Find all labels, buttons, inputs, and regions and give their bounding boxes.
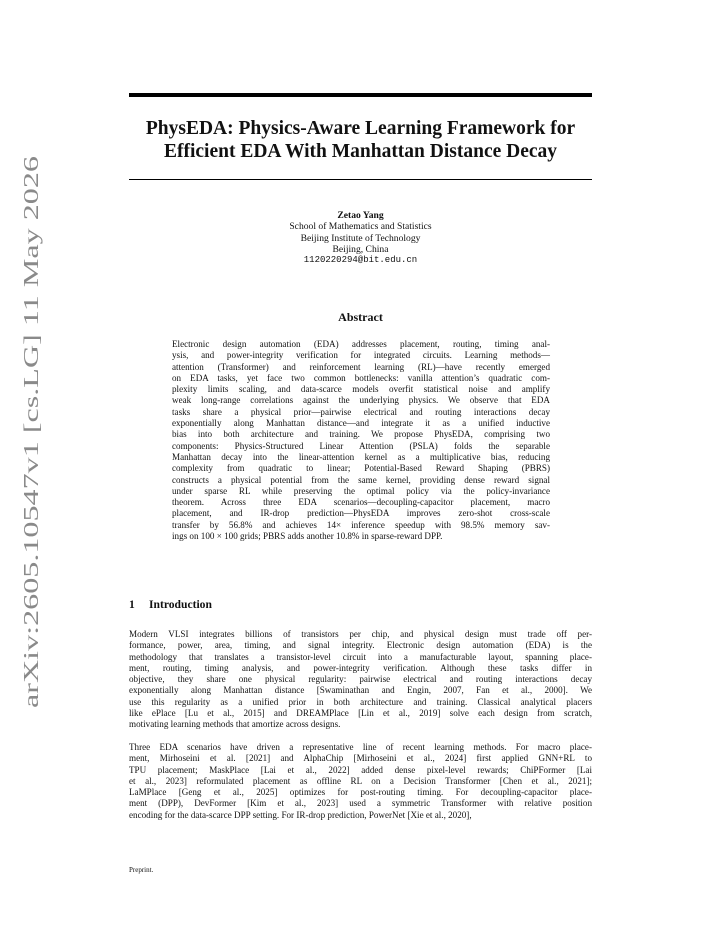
- text-line: ysis, and power-integrity verification for integrated circuits. Learning methods—: [172, 350, 550, 361]
- text-line: transfer by 56.8% and achieves 14× inference speedup with 98.5% memory sav-: [172, 519, 550, 530]
- text-line: components: Physics-Structured Linear Attention (PSLA) folds the separable: [172, 440, 550, 451]
- text-line: complexity from quadratic to linear; Potential-Based Reward Shaping (PBRS): [172, 463, 550, 474]
- section-heading: [129, 598, 212, 611]
- section-number: 1: [129, 598, 135, 611]
- title-line: Efficient EDA With Manhattan Distance Decay: [163, 141, 558, 162]
- arxiv-identifier-stamp: [8, 150, 48, 710]
- text-line: methodology that translates a transistor-level circuit into a manufacturable layout, spanning place-: [129, 651, 592, 662]
- text-line: motivating learning methods that amortize across designs.: [129, 719, 341, 730]
- abstract-heading: Abstract: [338, 310, 383, 324]
- author-affiliation-line: Beijing Institute of Technology: [300, 232, 421, 244]
- preprint-footer: Preprint.: [129, 866, 154, 874]
- introduction-paragraph: [129, 629, 592, 731]
- arxiv-identifier-text: arXiv:2605.10547v1 [cs.LG] 11 May 2026: [19, 338, 43, 708]
- text-line: on EDA tasks, yet face two common bottlenecks: vanilla attention’s quadratic com-: [172, 372, 550, 383]
- author-email: 1120220294@bit.edu.cn: [303, 255, 418, 266]
- text-line: tasks share a physical prior—pairwise electrical and routing interactions decay: [172, 406, 550, 417]
- text-line: ment, Mirhoseini et al. [2021] and AlphaChip [Mirhoseini et al., 2024] first applied GNN+RL to: [129, 753, 592, 764]
- text-line: placement, and IR-drop prediction—PhysEDA improves zero-shot cross-scale: [172, 508, 550, 519]
- text-line: use this regularity as a unified prior in both architecture and training. Classical analytical placers: [129, 696, 592, 707]
- author-name: Zetao Yang: [337, 210, 384, 221]
- text-line: Electronic design automation (EDA) addresses placement, routing, timing anal-: [172, 339, 550, 349]
- text-line: exponentially along Manhattan distance—and integrate it as a unified inductive: [172, 418, 550, 429]
- author-affiliation-line: Beijing, China: [332, 243, 389, 255]
- text-line: attention (Transformer) and reinforcement learning (RL)—have recently emerged: [172, 361, 550, 372]
- text-line: objective, they share one physical regularity: pairwise electrical and routing interactions decay: [129, 674, 592, 685]
- text-line: theorem. Across three EDA scenarios—decoupling-capacitor placement, macro: [172, 497, 550, 508]
- text-line: formance, power, area, timing, and signal integrity. Electronic design automation (EDA) is the: [129, 640, 592, 651]
- text-line: ings on 100 × 100 grids; PBRS adds another 10.8% in sparse-reward DPP.: [172, 531, 443, 542]
- title-line: PhysEDA: Physics-Aware Learning Framework for: [145, 118, 576, 139]
- text-line: exponentially along Manhattan distance [Swaminathan and Engin, 2007, Fan et al., 2000]. We: [129, 685, 592, 696]
- text-line: plexity limits scaling, and data-scarce models overfit statistical noise and amplify: [172, 384, 550, 395]
- text-line: Modern VLSI integrates billions of transistors per chip, and physical design must trade off per-: [129, 629, 592, 639]
- text-line: bias into both architecture and training. We propose PhysEDA, comprising two: [172, 429, 550, 440]
- text-line: ment, routing, timing analysis, and power-integrity verification. Although these tasks differ in: [129, 662, 592, 673]
- text-line: weak long-range correlations against the underlying physics. We observe that EDA: [172, 395, 550, 406]
- paper-title: [129, 117, 592, 163]
- text-line: Three EDA scenarios have driven a representative line of recent learning methods. For macro place-: [129, 742, 592, 752]
- text-line: Manhattan decay into the linear-attention kernel as a multiplicative bias, reducing: [172, 451, 550, 462]
- text-line: like ePlace [Lu et al., 2015] and DREAMPlace [Lin et al., 2019] solve each design from scratch,: [129, 708, 592, 719]
- text-line: LaMPlace [Geng et al., 2025] optimizes for post-routing timing. For decoupling-capacitor place-: [129, 787, 592, 798]
- abstract-body: [172, 339, 550, 542]
- author-block: [129, 210, 592, 266]
- text-line: TPU placement; MaskPlace [Lai et al., 2022] added dense pixel-level rewards; ChiPFormer [Lai: [129, 764, 592, 775]
- title-top-rule: [129, 93, 592, 97]
- text-line: under sparse RL while preserving the optimal policy via the policy-invariance: [172, 485, 550, 496]
- title-bottom-rule: [129, 179, 592, 180]
- section-title: Introduction: [149, 598, 212, 611]
- text-line: encoding for the data-scarce DPP setting. For IR-drop prediction, PowerNet [Xie et al., 2020],: [129, 809, 472, 820]
- text-line: et al., 2023] reformulated placement as offline RL on a Decision Transformer [Chen et al., 2021];: [129, 775, 592, 786]
- text-line: ment (DPP), DevFormer [Kim et al., 2023] used a symmetric Transformer with relative position: [129, 798, 592, 809]
- author-affiliation-line: School of Mathematics and Statistics: [289, 221, 432, 233]
- text-line: constructs a physical potential from the same kernel, providing dense reward signal: [172, 474, 550, 485]
- introduction-paragraph: [129, 742, 592, 821]
